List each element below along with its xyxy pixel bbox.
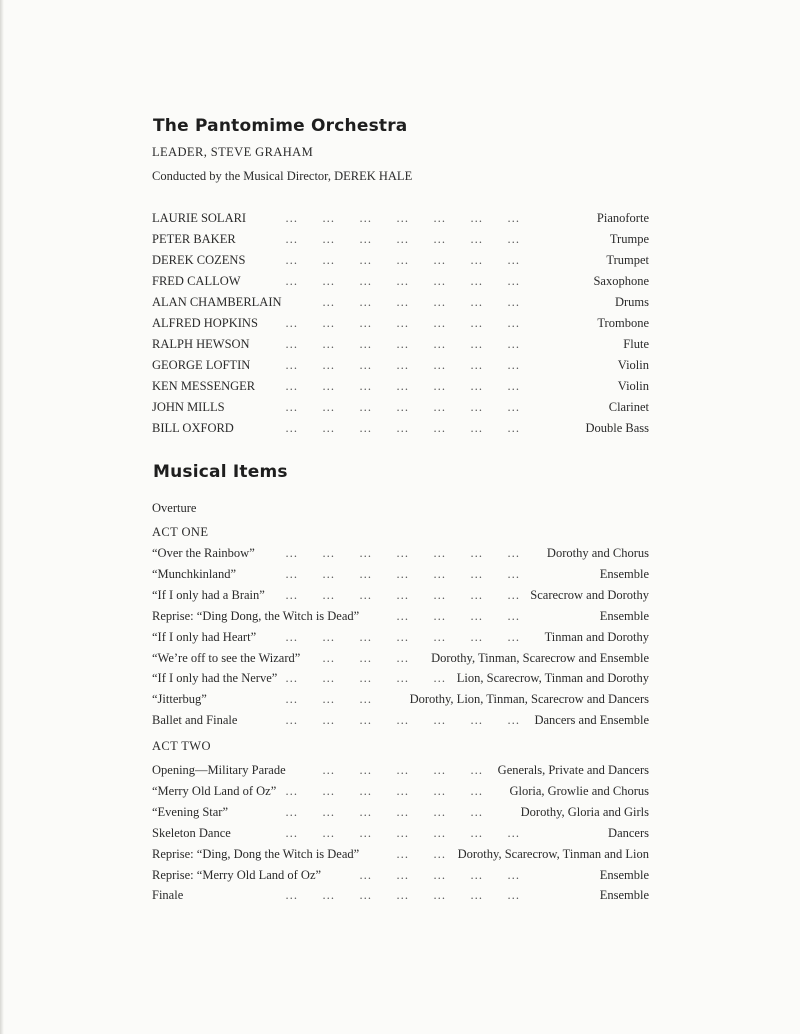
act-one-item-row-credit: Ensemble <box>597 609 649 624</box>
act-two-item-row-title: Reprise: “Ding, Dong the Witch is Dead” <box>152 846 360 861</box>
orchestra-member-row-credit: Trumpe <box>607 232 649 247</box>
orchestra-heading: The Pantomime Orchestra <box>153 116 408 136</box>
orchestra-member-row-title: DEREK COZENS <box>152 253 246 267</box>
orchestra-member-row-title: KEN MESSENGER <box>152 379 256 393</box>
act-one-item-row-credit: Dorothy, Tinman, Scarecrow and Ensemble <box>428 651 649 666</box>
act-one-item-row-credit: Dorothy, Lion, Tinman, Scarecrow and Dancers <box>407 692 649 707</box>
orchestra-member-row-credit: Pianoforte <box>594 211 649 226</box>
act-two-item-row-credit: Dorothy, Scarecrow, Tinman and Lion <box>455 847 649 862</box>
orchestra-member-row-title: FRED CALLOW <box>152 274 241 288</box>
musical-items-heading: Musical Items <box>153 462 288 482</box>
act-one-item-row: … … … “We’re off to see the Wizard” Dorothy, Tinman, Scarecrow and Ensemble <box>152 650 649 665</box>
act-two-item-row-title: Finale <box>152 888 184 903</box>
orchestra-member-row: … … … … … … … ALFRED HOPKINS Trombone <box>152 316 649 330</box>
act-one-item-row: … … … … … … … Ballet and Finale Dancers and Ensemble <box>152 713 649 728</box>
act-two-item-row-credit: Generals, Private and Dancers <box>495 763 649 778</box>
act-one-item-row: … … … … … “If I only had the Nerve” Lion, Scarecrow, Tinman and Dorothy <box>152 671 649 686</box>
act-two-item-row-title: Opening—Military Parade <box>152 763 286 777</box>
orchestra-member-row: … … … … … … … KEN MESSENGER Violin <box>152 379 649 393</box>
orchestra-member-row-credit: Trumpet <box>603 253 649 268</box>
act-two-item-row: … … … … … … “Merry Old Land of Oz” Gloria, Growlie and Chorus <box>152 783 649 798</box>
act-two-item-row-credit: Dorothy, Gloria and Girls <box>518 805 649 820</box>
act-one-item-row-title: “If I only had Heart” <box>152 629 257 644</box>
act-one-item-row: … … … … … … … “If I only had Heart” Tinman and Dorothy <box>152 629 649 644</box>
orchestra-member-row-credit: Clarinet <box>606 400 649 415</box>
orchestra-member-row-credit: Drums <box>612 295 649 310</box>
page-edge-shadow <box>0 0 4 1034</box>
orchestra-member-row: … … … … … … … RALPH HEWSON Flute <box>152 337 649 351</box>
act-two-label: ACT TWO <box>152 739 211 753</box>
orchestra-member-row-title: BILL OXFORD <box>152 421 234 435</box>
overture-label: Overture <box>152 501 197 515</box>
act-two-item-row: … … … … … Opening—Military Parade Generals, Private and Dancers <box>152 763 649 777</box>
orchestra-member-row: … … … … … … … FRED CALLOW Saxophone <box>152 274 649 288</box>
orchestra-member-row-credit: Flute <box>620 337 649 352</box>
act-two-item-row: … … … … … … … Skeleton Dance Dancers <box>152 825 649 840</box>
act-one-item-row-credit: Dorothy and Chorus <box>544 546 649 561</box>
orchestra-member-row-title: LAURIE SOLARI <box>152 211 247 225</box>
orchestra-member-row-title: PETER BAKER <box>152 232 236 246</box>
orchestra-conductor: Conducted by the Musical Director, DEREK HALE <box>152 169 413 183</box>
act-one-item-row-credit: Ensemble <box>597 567 649 582</box>
act-one-item-row-credit: Dancers and Ensemble <box>531 713 649 728</box>
act-one-item-row-title: Reprise: “Ding Dong, the Witch is Dead” <box>152 608 360 623</box>
act-one-item-row-title: “Over the Rainbow” <box>152 546 255 560</box>
act-one-item-row: … … … … Reprise: “Ding Dong, the Witch is Dead” Ensemble <box>152 608 649 623</box>
orchestra-member-row-credit: Trombone <box>594 316 649 331</box>
orchestra-member-row-title: ALAN CHAMBERLAIN <box>152 295 282 309</box>
act-one-item-row-title: “Jitterbug” <box>152 692 207 707</box>
act-one-item-row-title: “If I only had a Brain” <box>152 587 265 602</box>
act-two-item-row-credit: Dancers <box>605 826 649 841</box>
orchestra-member-row-credit: Double Bass <box>582 421 649 436</box>
act-two-item-row-credit: Ensemble <box>597 868 649 883</box>
act-one-item-row-credit: Scarecrow and Dorothy <box>527 588 649 603</box>
act-two-item-row: … … … … … … … Finale Ensemble <box>152 888 649 903</box>
act-two-item-row: … … … … … Reprise: “Merry Old Land of Oz” Ensemble <box>152 867 649 882</box>
orchestra-leader: LEADER, STEVE GRAHAM <box>152 145 314 159</box>
orchestra-member-row-title: GEORGE LOFTIN <box>152 358 251 372</box>
act-one-item-row-title: “We’re off to see the Wizard” <box>152 650 301 665</box>
orchestra-member-row-credit: Saxophone <box>590 274 649 289</box>
act-two-item-row: … … … … … … “Evening Star” Dorothy, Gloria and Girls <box>152 804 649 819</box>
orchestra-member-row-title: ALFRED HOPKINS <box>152 316 258 330</box>
orchestra-member-row: … … … … … … … BILL OXFORD Double Bass <box>152 421 649 435</box>
orchestra-member-row-credit: Violin <box>615 379 649 394</box>
orchestra-member-row: … … … … … … … PETER BAKER Trumpe <box>152 232 649 246</box>
act-one-item-row: … … … “Jitterbug” Dorothy, Lion, Tinman, Scarecrow and Dancers <box>152 692 649 707</box>
act-two-item-row-credit: Ensemble <box>597 888 649 903</box>
act-two-item-row-credit: Gloria, Growlie and Chorus <box>506 784 649 799</box>
orchestra-member-row-title: JOHN MILLS <box>152 400 225 414</box>
act-one-item-row-title: “If I only had the Nerve” <box>152 671 278 686</box>
act-one-item-row: … … … … … … … “Over the Rainbow” Dorothy and Chorus <box>152 546 649 560</box>
orchestra-member-row-credit: Violin <box>615 358 649 373</box>
act-two-item-row: … … Reprise: “Ding, Dong the Witch is Dead” Dorothy, Scarecrow, Tinman and Lion <box>152 846 649 861</box>
orchestra-member-row: … … … … … … … JOHN MILLS Clarinet <box>152 400 649 414</box>
act-one-item-row-title: “Munchkinland” <box>152 566 237 581</box>
orchestra-member-row: … … … … … … … DEREK COZENS Trumpet <box>152 253 649 267</box>
act-one-label: ACT ONE <box>152 525 209 539</box>
orchestra-member-row: … … … … … … … GEORGE LOFTIN Violin <box>152 358 649 372</box>
act-one-item-row-credit: Tinman and Dorothy <box>542 630 649 645</box>
orchestra-member-row: … … … … … … ALAN CHAMBERLAIN Drums <box>152 295 649 309</box>
act-one-item-row-credit: Lion, Scarecrow, Tinman and Dorothy <box>454 671 649 686</box>
act-two-item-row-title: Reprise: “Merry Old Land of Oz” <box>152 867 322 882</box>
act-two-item-row-title: “Merry Old Land of Oz” <box>152 783 277 798</box>
act-one-item-row: … … … … … … … “Munchkinland” Ensemble <box>152 566 649 581</box>
orchestra-member-row: … … … … … … … LAURIE SOLARI Pianoforte <box>152 211 649 225</box>
act-two-item-row-title: “Evening Star” <box>152 804 229 819</box>
act-one-item-row-title: Ballet and Finale <box>152 713 238 728</box>
act-two-item-row-title: Skeleton Dance <box>152 825 231 840</box>
act-one-item-row: … … … … … … … “If I only had a Brain” Scarecrow and Dorothy <box>152 587 649 602</box>
orchestra-member-row-title: RALPH HEWSON <box>152 337 250 351</box>
